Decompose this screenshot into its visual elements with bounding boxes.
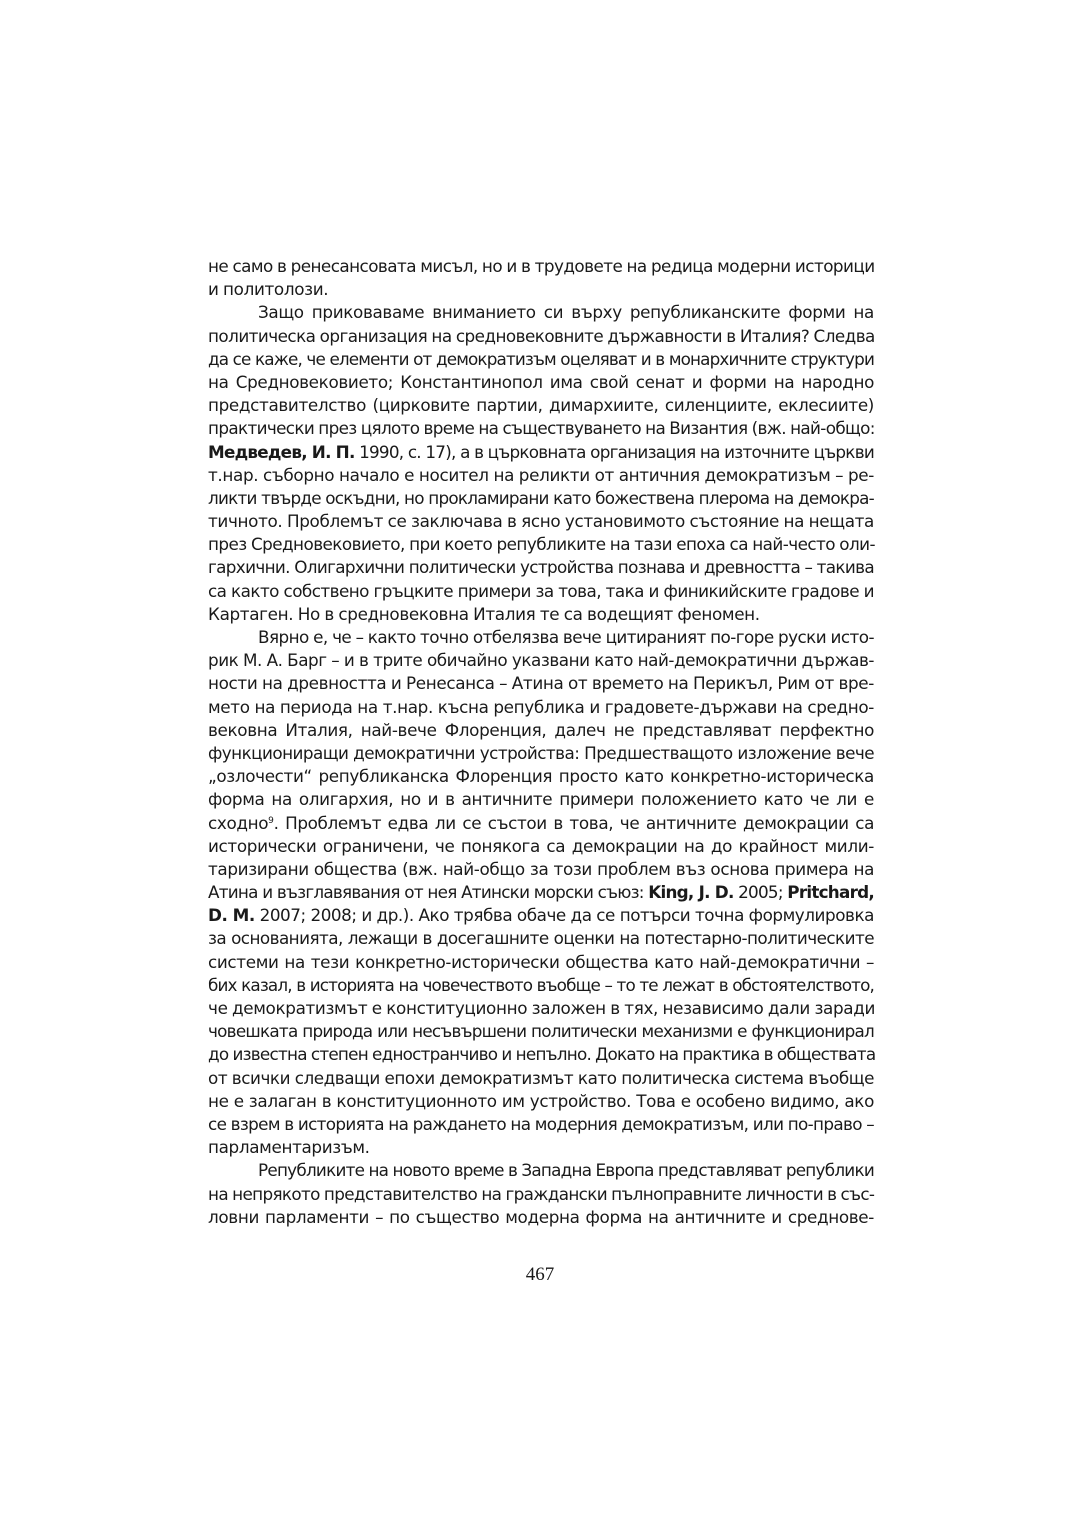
text-line: че демократизмът е конституционно заложен в тях, независимо дали заради — [208, 998, 876, 1018]
text-line: ловни парламенти – по същество модерна форма на античните и среднове- — [208, 1206, 874, 1227]
footnote-marker[interactable]: 9 — [268, 815, 274, 826]
text-line: да се каже, че елементи от демократизъм оцеляват и в монархичните структури — [208, 348, 874, 369]
text-line: исторически ограничени, че понякога са демокрации на до крайност мили- — [208, 835, 874, 856]
page-number: 467 — [525, 1264, 555, 1285]
text-line: до известна степен едностранчиво и непълно. Докато на практика в обществата — [208, 1044, 876, 1065]
citation-author: D. M. — [208, 905, 255, 926]
text-line — [208, 812, 874, 835]
text-line: човешката природа или несъвършени политически механизми е функционирал — [208, 1021, 874, 1042]
text-fragment: Атина и възглавявания от нея Атински морски съюз: — [208, 882, 649, 903]
text-line: парламентаризъм. — [208, 1137, 370, 1158]
text-line: не само в ренесансовата мисъл, но и в трудовете на редица модерни историци — [208, 256, 875, 276]
text-line: през Средновековието, при което републиките на тази епоха са най-често оли- — [208, 534, 876, 555]
text-fragment: сходно — [208, 812, 269, 833]
text-line: Републиките на новото време в Западна Европа представляват републики — [258, 1160, 874, 1181]
text-line — [208, 441, 874, 464]
text-line: Картаген. Но в средновековна Италия те са водещият феномен. — [208, 603, 760, 624]
text-fragment: 2007; 2008; и др.). Ако трябва обаче да се потърси точна формулировка — [254, 905, 874, 926]
text-line: бих казал, в историята на човечеството въобще – то те лежат в обстоятелството, — [208, 974, 874, 995]
text-line — [208, 904, 874, 927]
text-line: на непрякото представителство на граждански пълноправните личности в със- — [208, 1183, 875, 1204]
text-line: практически през цялото време на съществуването на Византия (вж. най-общо: — [208, 418, 875, 439]
text-line: от всички следващи епохи демократизмът като политическа система въобще — [208, 1067, 874, 1088]
text-line: са както собствено гръцките примери за това, така и финикийските градове и — [208, 580, 874, 601]
text-line: форма на олигархия, но и в античните примери положението като че ли е — [208, 789, 874, 810]
citation-author: Медведев, И. П. — [208, 441, 355, 462]
citation-author: Pritchard, — [787, 882, 874, 903]
text-line: политическа организация на средновековните държавности в Италия? Следва — [208, 325, 875, 346]
text-line: за основанията, лежащи в досегашните оценки на потестарно-политическите — [208, 928, 874, 949]
text-line: системи на тези конкретно-исторически общества като най-демократични – — [208, 951, 874, 972]
text-line: таризирани общества (вж. най-общо за този проблем въз основа примера на — [208, 858, 874, 879]
text-fragment: 2005; — [733, 882, 788, 903]
text-fragment: 1990, с. 17), а в църковната организация на източните църкви — [354, 441, 874, 462]
text-line: т.нар. съборно начало е носител на реликти от античния демократизъм – ре- — [208, 464, 874, 485]
text-line: представителство (цирковите партии, димархиите, силенциите, еклесиите) — [208, 395, 874, 416]
text-line: гархични. Олигархични политически устройства познава и древността – такива — [208, 557, 874, 578]
text-line: „озлочести“ републиканска Флоренция просто като конкретно-историческа — [208, 766, 874, 787]
text-line: ности на древността и Ренесанса – Атина от времето на Перикъл, Рим от вре- — [208, 673, 874, 694]
text-fragment: . Проблемът едва ли се състои в това, че античните демокрации са — [273, 812, 874, 833]
text-line: не е залаган в конституционното им устройство. Това е особено видимо, ако — [208, 1090, 874, 1111]
text-line: Вярно е, че – както точно отбелязва вече цитираният по-горе руски исто- — [258, 627, 874, 647]
text-line: Защо приковаваме вниманието си върху републиканските форми на — [258, 302, 874, 323]
text-line: и политолози. — [208, 279, 329, 300]
text-line: на Средновековието; Константинопол има свой сенат и форми на народно — [208, 371, 874, 392]
text-line: тичното. Проблемът се заключава в ясно установимото състояние на нещата — [208, 511, 874, 532]
text-line: се взрем в историята на раждането на модерния демократизъм, или по-право – — [208, 1113, 874, 1134]
text-line: рик М. А. Барг – и в трите обичайно указвани като най-демократични държав- — [208, 650, 874, 671]
text-line: вековна Италия, най-вече Флоренция, далеч не представляват перфектно — [208, 719, 874, 740]
text-line: мето на периода на т.нар. късна република и градовете-държави на средно- — [208, 696, 874, 717]
body-text — [208, 255, 874, 1229]
text-line: функциониращи демократични устройства: Предшестващото изложение вече — [208, 742, 874, 763]
citation-author: King, J. D. — [648, 882, 734, 903]
text-line — [208, 881, 874, 904]
text-line: ликти твърде оскъдни, но прокламирани като божествена плерома на демокра- — [208, 487, 874, 508]
